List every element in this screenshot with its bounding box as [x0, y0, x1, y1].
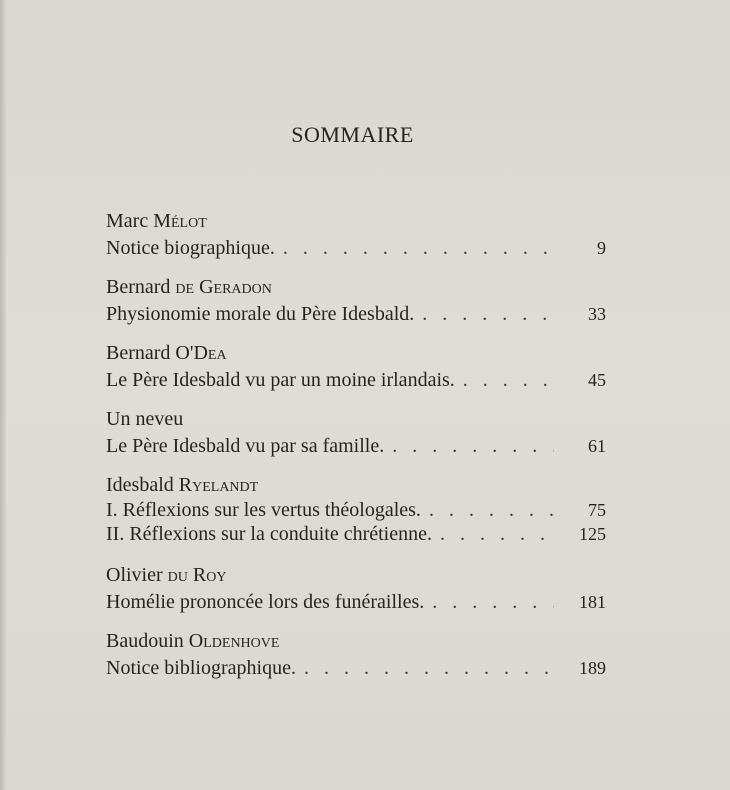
toc-line[interactable]	[106, 366, 606, 394]
toc-line-title: II. Réflexions sur la conduite chrétienne.	[106, 523, 432, 545]
toc-line[interactable]	[106, 234, 606, 262]
page-number: 61	[588, 436, 606, 456]
page-number: 181	[579, 592, 606, 612]
dot-leader	[296, 654, 554, 682]
page-number: 189	[579, 658, 606, 678]
page-edge	[0, 0, 6, 790]
toc-line[interactable]	[106, 588, 606, 616]
toc-line-title: Le Père Idesbald vu par sa famille.	[106, 435, 385, 457]
toc-line-title: I. Réflexions sur les vertus théologales.	[106, 499, 421, 521]
author-name: Baudouin Oldenhove	[106, 630, 280, 652]
page-title: SOMMAIRE	[291, 122, 414, 147]
toc-line-title: Physionomie morale du Père Idesbald.	[106, 303, 415, 325]
dot-leader	[421, 498, 554, 522]
page-number: 75	[588, 500, 606, 520]
toc-entry-du-roy	[106, 562, 606, 628]
dot-leader	[275, 234, 554, 262]
toc-entry-neveu	[106, 406, 606, 472]
dot-leader	[414, 300, 554, 328]
page-number: 9	[597, 238, 606, 258]
toc-line[interactable]	[106, 498, 606, 522]
dot-leader	[455, 366, 554, 394]
toc-line[interactable]	[106, 432, 606, 460]
page-number: 33	[588, 304, 606, 324]
toc-line[interactable]	[106, 522, 606, 546]
page-number: 45	[588, 370, 606, 390]
dot-leader	[432, 522, 554, 546]
toc-line-title: Homélie prononcée lors des funérailles.	[106, 591, 425, 613]
toc-entry-oldenhove	[106, 628, 606, 694]
toc-entry-melot	[106, 208, 606, 274]
toc-entry-geradon	[106, 274, 606, 340]
dot-leader	[384, 432, 554, 460]
page-number: 125	[579, 524, 606, 544]
author-name: Idesbald Ryelandt	[106, 474, 259, 496]
author-name: Olivier du Roy	[106, 564, 227, 586]
toc-line[interactable]	[106, 654, 606, 682]
toc-line-title: Notice biographique.	[106, 237, 275, 259]
author-name: Marc Mélot	[106, 210, 207, 232]
table-of-contents	[106, 208, 606, 694]
toc-entry-ryelandt	[106, 472, 606, 562]
toc-entry-odea	[106, 340, 606, 406]
dot-leader	[424, 588, 554, 616]
author-name: Bernard de Geradon	[106, 276, 272, 298]
toc-line[interactable]	[106, 300, 606, 328]
toc-line-title: Notice bibliographique.	[106, 657, 296, 679]
author-name: Bernard O'Dea	[106, 342, 227, 364]
author-name: Un neveu	[106, 408, 184, 430]
toc-line-title: Le Père Idesbald vu par un moine irlandais.	[106, 369, 455, 391]
